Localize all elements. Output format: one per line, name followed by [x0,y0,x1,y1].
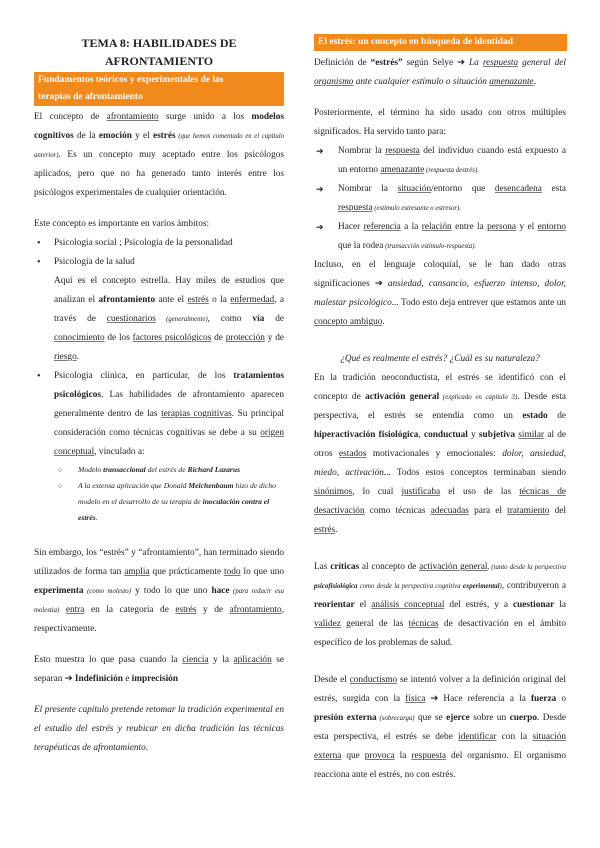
text: Desde el [314,675,350,685]
text: conductismo [349,675,398,685]
text: técnicas [408,619,439,629]
left-column [34,34,284,758]
spacer [314,332,566,350]
text: justificaba [401,487,441,497]
note: (que hemos comentado en el capítulo anterior) [34,133,284,159]
text: , a través de [54,295,284,324]
text: Las [314,562,331,572]
text: que [341,751,365,761]
text: respuesta [411,751,446,761]
text: referencia [363,222,401,232]
text: al de otros [314,430,567,459]
text: Esto muestra lo que pasa cuando la [34,655,183,665]
significados-list [314,142,566,256]
text: subjetiva [478,430,516,440]
text: experimenta [34,586,84,596]
text: Richard Lazarus [187,465,241,474]
text: el [354,600,372,610]
text: con la [496,732,533,742]
text: análisis conceptual [371,600,445,610]
text: , como [207,314,253,324]
text: para el [468,506,508,516]
section-heading-line-1: Fundamentos teóricos y experimentales de las [38,75,224,85]
text: provoca [364,751,395,761]
text: , lo cual [352,487,402,497]
text: afrontamiento [106,112,159,122]
text: de la [73,131,99,141]
text: el uso de las [440,487,520,497]
list-item [314,218,566,256]
list-item [34,367,284,462]
text: respuesta [338,203,373,213]
text: organismo [314,77,354,87]
text: Psicología clínica, en particular, de los [54,371,234,381]
text: activación general [365,392,440,402]
section-heading-line-2: terapias de afrontamiento [38,92,143,102]
note: experimental [462,583,500,590]
text: que la rodea [338,241,384,251]
text: dolor, ansiedad, miedo, activación... [314,449,566,478]
paragraph-posteriormente: Posteriormente, el término ha sido usado con otros múltiples significados. Ha servido tanto para: [314,108,566,137]
text: vía [252,314,265,324]
section-heading-fundamentos [34,72,284,106]
note: , (tanto desde la perspectiva [487,564,566,571]
text: Todo esto deja entrever que estamos ante un [398,298,567,308]
text: . [533,77,537,87]
text: hace [211,586,230,596]
text: , vinculado a: [94,447,145,457]
text: surge unido a los [158,112,252,122]
text: . Desde esta perspectiva, el estrés se entendía como un [314,392,566,421]
text: riesgo [54,352,77,362]
paragraph-ambitos: Este concepto es importante en varios ámbitos: [34,219,210,229]
text: respuesta [482,58,519,68]
text: conocimiento [54,333,105,343]
text: de desactivación en el ámbito específico de los problemas de salud. [314,619,566,648]
text: ➔ Hace referencia a la [425,694,531,704]
text: adecuadas [430,506,469,516]
note: (transacción estímulo-respuesta). [383,243,477,250]
spacer [34,639,284,651]
text: de [547,411,566,421]
paragraph-conductismo [314,671,566,785]
question-heading: ¿Qué es realmente el estrés? ¿Cuál es su naturaleza? [340,354,540,364]
text: general del [518,58,566,68]
text: ciencia [182,655,209,665]
text: todo [224,567,241,577]
text: emoción [98,131,132,141]
text: factores psicológicos [132,333,212,343]
text: afrontamiento [98,295,156,305]
text: enfermedad [230,295,275,305]
text: En la tradición neoconductista, el estrés se identificó con el concepto de [314,373,566,402]
text: e [122,674,132,684]
section-heading-estres: El estrés: un concepto en búsqueda de identidad [314,34,567,51]
text: o la [208,295,231,305]
text: identificar [458,732,497,742]
text: . [382,317,385,327]
text: entorno [537,222,566,232]
note: (explicado en capítulo 3) [439,394,518,401]
text: y el [131,131,153,141]
note: ) [499,583,502,590]
list-item [58,462,284,478]
text: . Desde esta perspectiva, el estrés se debe [314,713,567,742]
spacer [314,92,566,104]
text: . Las habilidades de afrontamiento aparecen generalmente dentro de las [54,390,284,419]
text: amplia [124,567,150,577]
text: motivacionales y emocionales: [366,449,503,459]
paragraph-sin-embargo [34,544,284,639]
text: cuestionar [512,600,555,610]
spacer [34,689,284,701]
text: que prácticamente [149,567,225,577]
text: de [264,314,284,324]
text: . Su principal consideración como técnicas cognitivas se debe a su [54,409,284,438]
text: Hacer [338,222,364,232]
note: (estímulo estresante o estresor). [372,205,462,212]
text: conductual [423,430,468,440]
text: la [394,751,412,761]
text: del estrés de [145,465,188,474]
text: Meichenbaum [188,481,234,490]
list-item [314,142,566,180]
text: entra [65,605,85,615]
text: estrés [187,295,209,305]
text: inoculación contra el estrés [78,497,270,522]
text: de [211,333,226,343]
list-item [314,180,566,218]
text: reorientar [314,600,355,610]
text: como técnicas [364,506,431,516]
text: física [405,694,426,704]
note: (como molesto) [83,588,131,595]
note: (sobrecarga) [376,715,415,722]
text: cuestionarios [106,314,156,324]
text: . [95,513,98,522]
note: (generalmente) [155,316,208,323]
text: técnicas de desactivación [314,487,566,516]
text: tratamiento [507,506,550,516]
text: “estrés” [370,58,403,68]
text: validez [314,619,341,629]
text: y el [516,222,538,232]
text: y de [264,333,284,343]
text: estrés [152,131,176,141]
text: presión externa [314,713,377,723]
text: . [335,525,338,535]
text: concepto ambiguo [314,317,383,327]
text: sobre un [469,713,510,723]
text: esta [541,184,567,194]
paragraph-neoconductista [314,369,566,540]
text: La [468,58,483,68]
text: del [549,506,566,516]
paragraph-coloquial [314,256,566,332]
text: Definición de [314,58,371,68]
text: activación general [419,562,488,572]
text: sinónimos [314,487,353,497]
text: del organismo. El organismo reacciona ante el estrés, no con estrés. [314,751,566,780]
note: (respuesta destrés). [424,167,479,174]
text: la [554,600,566,610]
text: entre la [451,222,488,232]
text: fuerza [530,694,557,704]
text: se intentó volver a la definición original del estrés, surgida con la [314,675,567,704]
text: . [76,352,80,362]
text: hizo de dicho modelo en el desarrollo de su terapia de [78,481,276,506]
text: terapias cognitivas [161,409,232,419]
text: Psicología de la salud [54,257,135,267]
text: origen conceptual [54,428,284,457]
paragraph-definicion [314,54,566,92]
text: tratamientos psicológicos [54,371,284,400]
text: protección [225,333,265,343]
text: hiperactivación fisiológica [314,430,419,440]
text: A la extensa aplicación que Donald [78,481,189,490]
text: de los [104,333,133,343]
ambitos-list [34,234,284,462]
text: afrontamiento [229,605,282,615]
list-item: • Psicología social ; Psicología de la personalidad [34,234,284,253]
text: , contribuyeron a [501,581,566,591]
note: como desde la perspectiva cognitiva [357,583,463,590]
text: situación [397,184,432,194]
note: (para reducir esa molestia) [34,588,284,614]
text: y todo lo que uno [130,586,212,596]
text: estrés [314,525,336,535]
text: Sin embargo, los “estrés” y “afrontamiento”, han terminado siendo utilizados de forma tan [34,548,284,577]
text: críticas [330,562,360,572]
text: similar [518,430,545,440]
text: persona [487,222,517,232]
text: ejerce [446,713,470,723]
text: estados [339,449,367,459]
text: Aquí es el concepto estrella. Hay miles de estudios que analizan el [54,276,284,305]
spacer [34,526,284,544]
text: /entorno que [431,184,495,194]
list-item [34,253,284,367]
text: y [467,430,479,440]
text: modelos cognitivos [34,112,284,141]
text: lo que uno [240,567,285,577]
text: transaccional [103,465,146,474]
text: Todos estos conceptos terminaban siendo [390,468,566,478]
note: psicofisiológica [314,583,358,590]
paragraph-criticas [314,558,566,653]
text: en la categoría de [84,605,176,615]
paragraph-intro [34,108,284,203]
page-title: TEMA 8: HABILIDADES DE AFRONTAMIENTO [81,36,237,68]
text: El concepto de [34,112,107,122]
spacer [314,540,566,558]
text: amenazante [489,77,534,87]
list-item [58,478,284,526]
text: general de las [340,619,409,629]
text: imprecisión [131,674,178,684]
text: relación [421,222,452,232]
origen-sublist [58,462,284,526]
paragraph-objetivo: El presente capítulo pretende retomar la tradición experimental en el estudio del estrés y reubicar en dicha tradición las técnicas terapéuticas de afrontamiento. [34,705,284,753]
text: que se [414,713,447,723]
text: se separan ➔ [34,655,284,684]
text: y de [196,605,230,615]
text: del individuo cuando está expuesto a un entorno [338,146,566,175]
text: , respectivamente. [34,605,285,634]
text: o [556,694,566,704]
right-column [314,34,566,785]
spacer [314,653,566,671]
text: respuesta [385,146,420,156]
text: . Es un concepto muy aceptado entre los psicólogos aplicados, pero que no ha generado tanto interés entre los psicólogos experimentales de cualquier orientación. [34,150,284,198]
text: desencadena [494,184,542,194]
text: según Selye ➔ [402,58,469,68]
text: estado [522,411,548,421]
spacer [34,203,284,215]
text: ansiedad, cansancio, esfuerzo intenso, dolor, malestar psicológico... [314,279,566,308]
text: Nombrar la [338,184,398,194]
text: Modelo [78,465,104,474]
text: del estrés, y a [444,600,513,610]
paragraph-ciencia [34,651,284,689]
text: aplicación [233,655,272,665]
text: ante cualquier estímulo o situación [353,77,490,87]
text: Indefinición [74,674,123,684]
text: , [418,430,424,440]
text: estrés [175,605,197,615]
text: a la [400,222,422,232]
text: al concepto de [359,562,420,572]
text: Nombrar la [338,146,386,156]
text: ante el [155,295,188,305]
text: y la [208,655,234,665]
text: cuerpo [509,713,537,723]
text: Incluso, en el lenguaje coloquial, se le han dado otras significaciones ➔ [314,260,566,289]
text: amenazante [380,165,425,175]
text: situación externa [314,732,567,761]
